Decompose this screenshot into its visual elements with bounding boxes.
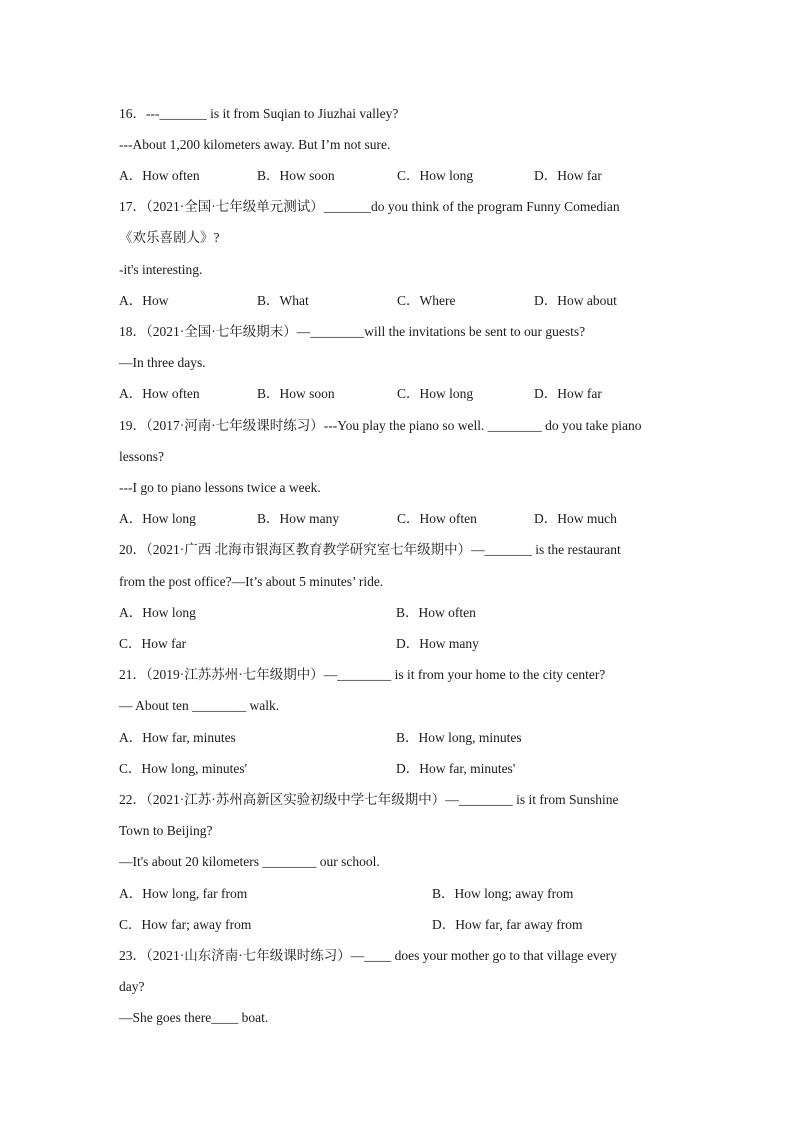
question-stem: 20．（2021·广西 北海市银海区教育教学研究室七年级期中）—_______ is the restaurant [119,542,621,557]
answer-option[interactable]: D．How far [534,386,602,401]
answer-option[interactable]: B．How soon [257,386,335,401]
question-text-line: ---About 1,200 kilometers away. But I’m not sure. [119,137,391,152]
answer-option[interactable]: A．How [119,293,169,308]
answer-option[interactable]: C．How long [397,168,474,183]
answer-option[interactable]: B．What [257,293,309,308]
answer-option[interactable]: C．How long [397,386,474,401]
question-stem: 23．（2021·山东济南·七年级课时练习）—____ does your mother go to that village every [119,948,617,963]
answer-option[interactable]: D．How much [534,511,617,526]
answer-option[interactable]: A．How long, far from [119,886,248,901]
question-text-line: —She goes there____ boat. [119,1010,269,1025]
answer-option[interactable]: C．How far [119,636,187,651]
answer-option[interactable]: D．How about [534,293,617,308]
answer-option[interactable]: B．How long, minutes [396,730,522,745]
answer-option[interactable]: D．How far, minutes' [396,761,516,776]
answer-option[interactable]: A．How long [119,605,196,620]
question-text-line: —In three days. [119,355,206,370]
answer-option[interactable]: C．Where [397,293,456,308]
answer-option[interactable]: C．How long, minutes' [119,761,248,776]
answer-option[interactable]: C．How far; away from [119,917,252,932]
answer-option[interactable]: B．How many [257,511,340,526]
question-stem: 17．（2021·全国·七年级单元测试）_______do you think of the program Funny Comedian [119,199,620,214]
answer-option[interactable]: A．How long [119,511,196,526]
question-text-line: day? [119,979,145,994]
question-text-line: —It's about 20 kilometers ________ our school. [119,854,380,869]
answer-option[interactable]: D．How many [396,636,479,651]
question-stem: 18．（2021·全国·七年级期末）—________will the invitations be sent to our guests? [119,324,586,339]
question-text-line: — About ten ________ walk. [119,698,280,713]
answer-option[interactable]: D．How far [534,168,602,183]
question-stem: 22．（2021·江苏·苏州高新区实验初级中学七年级期中）—________ is it from Sunshine [119,792,619,807]
answer-option[interactable]: C．How often [397,511,477,526]
answer-option[interactable]: A．How far, minutes [119,730,236,745]
question-stem: 19．（2017·河南·七年级课时练习）---You play the piano so well. ________ do you take piano [119,418,642,433]
question-text-line: from the post office?—It’s about 5 minutes’ ride. [119,574,384,589]
answer-option[interactable]: B．How soon [257,168,335,183]
answer-option[interactable]: B．How long; away from [432,886,574,901]
answer-option[interactable]: B．How often [396,605,476,620]
answer-option[interactable]: D．How far, far away from [432,917,583,932]
answer-option[interactable]: A．How often [119,168,200,183]
question-text-line: -it's interesting. [119,262,203,277]
question-text-line: Town to Beijing? [119,823,213,838]
question-stem: 16．---_______ is it from Suqian to Jiuzhai valley? [119,106,399,121]
question-stem: 21．（2019·江苏苏州·七年级期中）—________ is it from your home to the city center? [119,667,606,682]
question-text-line: ---I go to piano lessons twice a week. [119,480,321,495]
answer-option[interactable]: A．How often [119,386,200,401]
question-text-line: 《欢乐喜剧人》? [119,230,220,245]
question-text-line: lessons? [119,449,164,464]
